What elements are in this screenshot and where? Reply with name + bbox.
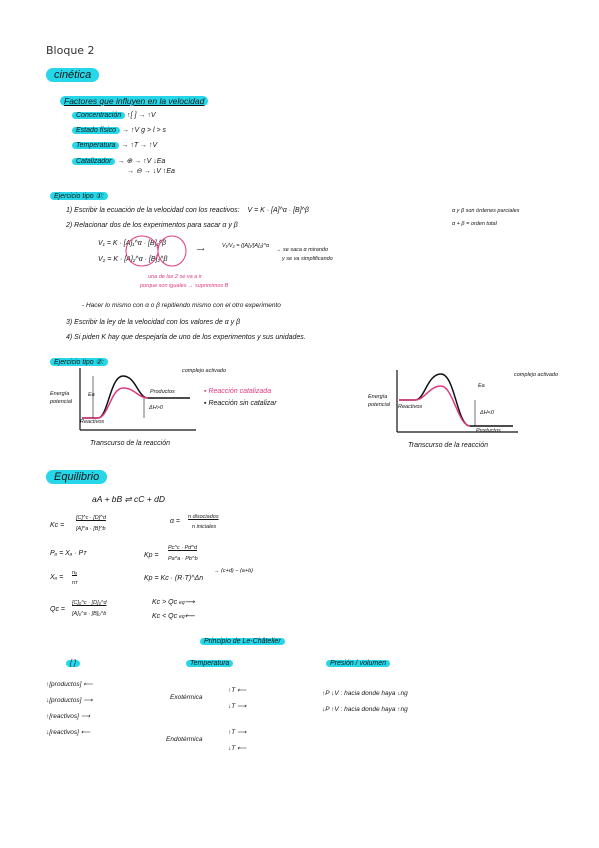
ej1-side1: α y β son órdenes parciales [452,208,520,214]
pa-formula: Pₐ = Xₐ · Pᴛ [50,550,87,557]
factor-temperatura: Temperatura → ↑T → ↑V [72,142,157,149]
g2-xlabel: Transcurso de la reacción [408,442,489,449]
g2-complejo: complejo activado [514,372,559,378]
xa-label: Xₐ = [50,574,64,581]
pres-heading: Presión / volumen [326,660,390,667]
conc-item-down-productos: ↓[productos] ⟶ [46,697,93,704]
conc-item-up-reactivos: ↑[reactivos] ⟶ [46,713,91,720]
pres-rule-2: ↓P ↑V : hacia donde haya ↑ng [322,706,408,713]
factor-estado-fisico: Estado físico → ↑V g > l > s [72,127,166,134]
section-equilibrio-heading: Equilibrio [46,470,107,484]
exotermica-label: Exotérmica [170,694,203,701]
ej1-pink-note2: porque son iguales → suprimimos B [140,283,229,289]
ej1-ratio-note1: → se saca α mirando [276,247,329,253]
exo-down-t: ↓T ⟶ [228,703,247,710]
kp-denominator: Pa^a · Pb^b [168,556,198,562]
ej1-v1: V₁ = K · [A]₁^α · [B]₁^β [98,240,167,247]
ej2-title: Ejercicio tipo ②: [50,358,108,366]
conc-item-up-productos: ↑[productos] ⟵ [46,681,93,688]
endo-up-t: ↑T ⟶ [228,729,247,736]
qc-denominator: [A]₀^a · [B]₀^b [72,611,107,617]
ej1-step4: 4) Si piden K hay que despejarla de uno de los experimentos y sus unidades. [66,334,306,341]
kp-numerator: Pc^c · Pd^d [168,545,198,551]
lechatelier-title: Principio de Le-Châtelier [200,638,285,645]
temp-heading: Temperatura [186,660,233,667]
g2-ylabel1: Energía [368,394,388,400]
ej1-dash-note: - Hacer lo mismo con α o β repitiendo mismo con el otro experimento [82,302,281,309]
kc-numerator: [C]^c · [D]^d [76,515,106,521]
qc-label: Qc = [50,606,65,613]
xa-denominator: nᴛ [72,580,78,586]
ej1-side2: α + β = orden total [452,221,497,227]
kp-kc-relation: Kp = Kc · (R·T)^Δn [144,575,204,582]
energy-graph-exothermic [395,370,520,435]
section-cinetica-heading: cinética [46,68,99,82]
g1-dh: ΔH>0 [149,405,163,411]
conc-item-down-reactivos: ↓[reactivos] ⟵ [46,729,91,736]
kc-lt-qc: Kc < Qc eq⟵ [152,613,195,620]
legend-sin-catalizar: ▪ Reacción sin catalizar [204,400,277,407]
g2-dh: ΔH<0 [480,410,494,416]
dn-note: → (c+d) − (a+b) [214,568,253,574]
pres-rule-1: ↑P ↓V : hacia donde haya ↓ng [322,690,408,697]
g2-ylabel2: potencial [368,402,391,408]
page-title: Bloque 2 [46,44,95,57]
alpha-label: α = [170,518,181,525]
g1-xlabel: Transcurso de la reacción [90,440,171,447]
exo-up-t: ↑T ⟵ [228,687,247,694]
ej1-arrow: ⟶ [196,247,204,253]
g1-ea: Ea [88,392,95,398]
factores-title: Factores que influyen en la velocidad [60,96,208,106]
ej1-step3: 3) Escribir la ley de la velocidad con los valores de α y β [66,319,241,326]
alpha-numerator: n disociados [188,514,219,520]
g1-ylabel2: potencial [50,399,73,405]
g1-reactivos: Reactivos [80,419,105,425]
endo-down-t: ↓T ⟵ [228,745,247,752]
qc-numerator: [C]₀^c · [D]₀^d [72,600,107,606]
ej1-ratio-note2: y se va simplificando [282,256,333,262]
factor-catalizador: Catalizador → ⊕ → ↑V ↓Ea [72,157,165,165]
xa-numerator: nₐ [72,570,78,576]
g2-productos: Productos [476,428,501,434]
g1-complejo: complejo activado [182,368,227,374]
ej1-step1: 1) Escribir la ecuación de la velocidad con los reactivos: V = K · [A]^α · [B]^β [66,207,309,214]
ej1-pink-note1: una de las 2 se va a ir [148,274,202,280]
kc-denominator: [A]^a · [B]^b [76,526,106,532]
g1-productos: Productos [150,389,175,395]
kc-gt-qc: Kc > Qc eq⟶ [152,599,195,606]
ej1-step2: 2) Relacionar dos de los experimentos para sacar α y β [66,222,238,229]
g1-ylabel1: Energía [50,391,70,397]
kp-label: Kp = [144,552,159,559]
ej1-ratio: V₁/V₂ = ([A]₁/[A]₂)^α [222,243,270,249]
conc-heading: [ ] [66,660,80,667]
ej1-title: Ejercicio tipo ①: [50,192,108,200]
factor-concentracion: Concentración ↑[ ] → ↑V [72,112,156,119]
endotermica-label: Endotérmica [166,736,203,743]
legend-catalizada: ▪ Reacción catalizada [204,388,272,395]
g2-reactivos: Reactivos [398,404,423,410]
ej1-v2: V₂ = K · [A]₂^α · [B]₂^β [98,256,168,263]
eq-reaction: aA + bB ⇌ cC + dD [92,494,165,504]
factor-catalizador-neg: → ⊖ → ↓V ↑Ea [127,168,175,175]
alpha-denominator: n iniciales [192,524,217,530]
g2-ea: Ea [478,383,485,389]
kc-label: Kc = [50,522,65,529]
